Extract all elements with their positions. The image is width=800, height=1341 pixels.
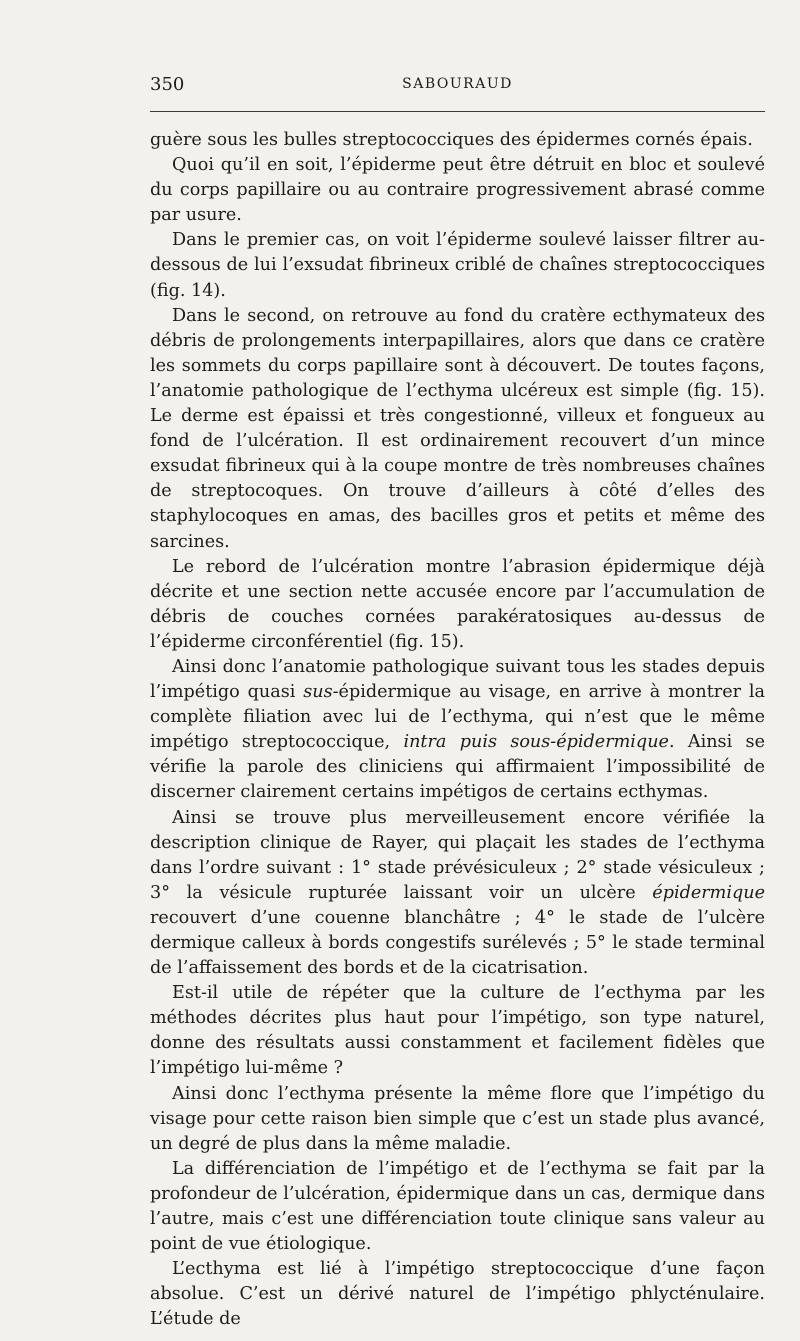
text-run: Quoi qu’il en soit, l’épiderme peut être détruit en bloc et soulevé du corps papillaire ou au contraire progressivement abrasé comme par usure. bbox=[150, 155, 765, 226]
text-run: guère sous les bulles streptococciques des épidermes cornés épais. bbox=[150, 130, 753, 150]
paragraph bbox=[150, 153, 765, 228]
running-title: SABOURAUD bbox=[402, 76, 513, 92]
text-run: Ainsi se trouve plus merveilleusement encore vérifiée la description clinique de Rayer, qui plaçait les stades de l’ecthyma dans l’ordre suivant : 1° stade prévésiculeux ; 2° stade vésiculeux ; 3° la vésicule rupturée laissant voir un ulcère bbox=[150, 807, 765, 903]
text-run: recouvert d’une couenne blanchâtre ; 4° le stade de l’ulcère dermique calleux à bords congestifs surélevés ; 5° le stade terminal de l’affaissement des bords et de la cicatrisation. bbox=[150, 907, 765, 979]
paragraph bbox=[150, 1157, 765, 1257]
text-run: Ainsi donc l’ecthyma présente la même flore que l’impétigo du visage pour cette raison bien simple que c’est un stade plus avancé, un degré de plus dans la même maladie. bbox=[150, 1083, 765, 1154]
paragraph bbox=[150, 128, 765, 153]
italic-text: intra puis sous-épidermique bbox=[403, 732, 669, 753]
text-run: Ainsi donc l’anatomie pathologique suivant tous les stades depuis l’impétigo quasi bbox=[150, 656, 765, 703]
text-run: Est-il utile de répéter que la culture de l’ecthyma par les méthodes décrites plus haut pour l’impétigo, son type naturel, donne des résultats aussi constamment et facilement fidèles que l’impétigo lui-même ? bbox=[150, 983, 765, 1079]
body-text bbox=[150, 128, 765, 1333]
paragraph bbox=[150, 1082, 765, 1157]
text-run: Le rebord de l’ulcération montre l’abrasion épidermique déjà décrite et une section nette accusée encore par l’accumulation de débris de couches cornées parakératosiques au-dessus de l’épiderme circonférentiel (fig. 15). bbox=[150, 556, 765, 652]
text-run: . Ainsi se vérifie la parole des cliniciens qui affirmaient l’impossibilité de discerner clairement certains impétigos de certains ecthymas. bbox=[150, 732, 765, 803]
paragraph bbox=[150, 555, 765, 655]
paragraph bbox=[150, 1257, 765, 1332]
page-number: 350 bbox=[150, 74, 185, 95]
italic-text: sus bbox=[303, 682, 333, 703]
paragraph bbox=[150, 655, 765, 806]
text-run: Dans le premier cas, on voit l’épiderme soulevé laisser filtrer au-dessous de lui l’exsudat fibrineux criblé de chaînes streptococciques (fig. 14). bbox=[150, 230, 765, 301]
paragraph bbox=[150, 981, 765, 1081]
header-rule bbox=[150, 111, 765, 112]
paragraph bbox=[150, 806, 765, 982]
italic-text: épidermique bbox=[652, 882, 765, 903]
text-run: L’ecthyma est lié à l’impétigo streptococcique d’une façon absolue. C’est un dérivé naturel de l’impétigo phlycténulaire. L’étude de bbox=[150, 1259, 765, 1330]
paragraph bbox=[150, 304, 765, 555]
text-run: Dans le second, on retrouve au fond du cratère ecthymateux des débris de prolongements interpapillaires, alors que dans ce cratère les sommets du corps papillaire sont à découvert. De toutes façons, l’anatomie pathologique de l’ecthyma ulcéreux est simple (fig. 15). Le derme est épaissi et très congestionné, villeux et fongueux au fond de l’ulcération. Il est ordinairement recouvert d’un mince exsudat fibrineux qui à la coupe montre de très nombreuses chaînes de streptocoques. On trouve d’ailleurs à côté d’elles des staphylocoques en amas, des bacilles gros et petits et même des sarcines. bbox=[150, 305, 765, 552]
page-header bbox=[150, 74, 765, 100]
paragraph bbox=[150, 228, 765, 303]
text-run: La différenciation de l’impétigo et de l’ecthyma se fait par la profondeur de l’ulcération, épidermique dans un cas, dermique dans l’autre, mais c’est une différenciation toute clinique sans valeur au point de vue étiologique. bbox=[150, 1158, 765, 1255]
text-run: -épidermique au visage, en arrive à montrer la complète filiation avec lui de l’ecthyma, qui n’est que le même impétigo streptococcique, bbox=[150, 682, 765, 753]
